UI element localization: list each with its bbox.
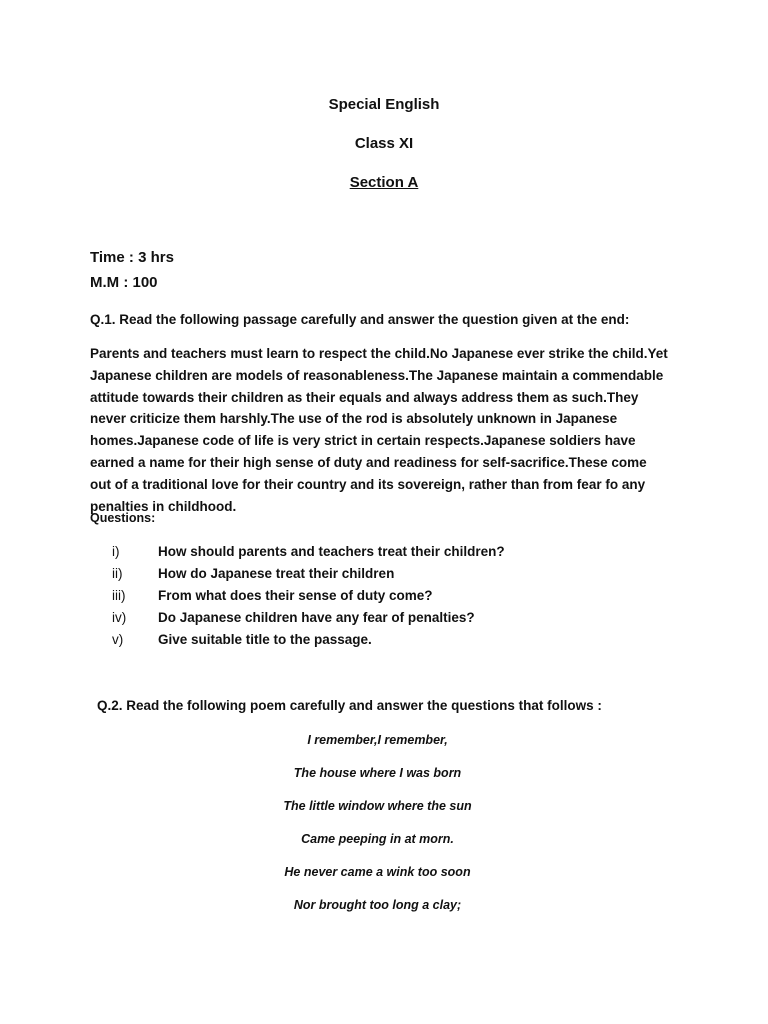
question-text: Give suitable title to the passage. — [158, 632, 372, 647]
document-title: Special English — [328, 96, 440, 113]
question-number: iv) — [112, 610, 127, 625]
poem-line: He never came a wink too soon — [284, 865, 471, 879]
question-text: From what does their sense of duty come? — [158, 588, 433, 603]
question-number: v) — [112, 632, 124, 647]
question-text: Do Japanese children have any fear of penalties? — [158, 610, 475, 625]
section-label: Section A — [349, 174, 419, 191]
question-text: How do Japanese treat their children — [158, 566, 395, 581]
poem-line: The little window where the sun — [283, 799, 472, 813]
question-number: iii) — [112, 588, 126, 603]
q1-passage: Parents and teachers must learn to respect the child.No Japanese ever strike the child.Yet Japanese children are models of reasonableness.The Japanese maintain a commendable attitude towards their children as their equals and always address them as such.They never criticize them harshly.The use of the rod is absolutely unknown in Japanese homes.Japanese code of life is very strict in certain respects.Japanese soldiers have earned a name for their high sense of duty and readiness for self-sacrifice.These come out of a traditional love for their country and its sovereign, rather than from fear fo any penalties in childhood. — [90, 346, 668, 514]
time-label: Time : 3 hrs — [90, 249, 174, 266]
poem-line: I remember,I remember, — [307, 733, 448, 747]
class-label: Class XI — [354, 135, 414, 152]
poem-line: Came peeping in at morn. — [301, 832, 454, 846]
question-item — [112, 588, 433, 603]
question-item — [112, 610, 475, 625]
questions-label: Questions: — [90, 511, 156, 525]
marks-label: M.M : 100 — [90, 274, 158, 291]
question-item — [112, 566, 394, 581]
question-number: i) — [112, 544, 120, 559]
q1-prompt: Q.1. Read the following passage carefully and answer the question given at the end: — [90, 312, 630, 327]
q2-prompt: Q.2. Read the following poem carefully and answer the questions that follows : — [97, 698, 602, 713]
question-item — [112, 544, 505, 559]
poem-line: The house where I was born — [293, 766, 462, 780]
question-text: How should parents and teachers treat their children? — [158, 544, 505, 559]
question-item — [112, 632, 372, 647]
poem-line: Nor brought too long a clay; — [293, 898, 462, 912]
question-number: ii) — [112, 566, 123, 581]
